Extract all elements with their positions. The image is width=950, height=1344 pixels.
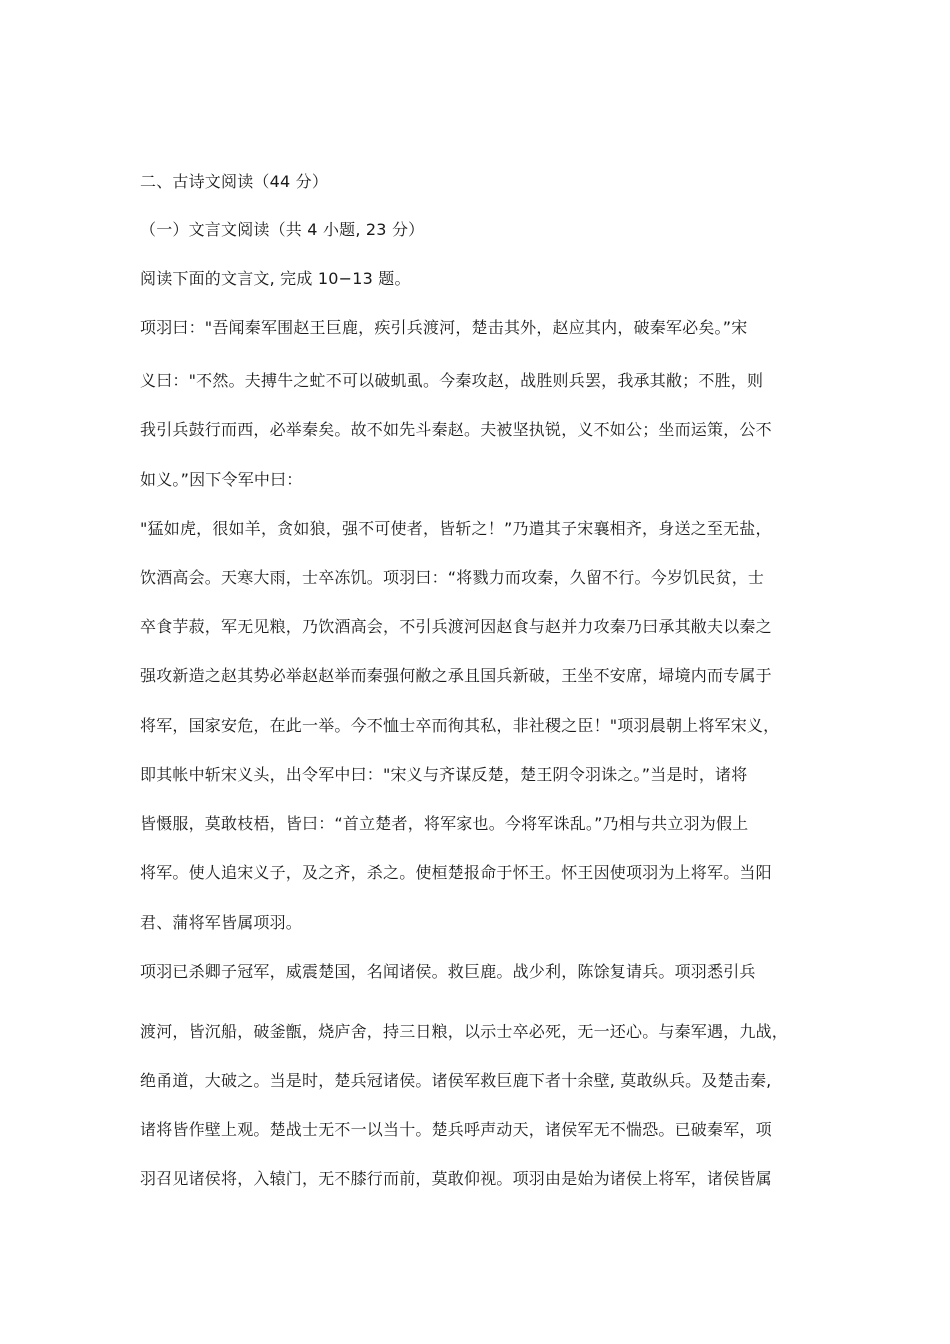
section-heading: 二、古诗文阅读（44 分） — [140, 172, 329, 191]
passage-line: 项羽曰："吾闻秦军围赵王巨鹿，疾引兵渡河，楚击其外，赵应其内，破秦军必矣。”宋 — [140, 318, 748, 337]
passage-line: 强攻新造之赵其势必举赵赵举而秦强何敝之承且国兵新破，王坐不安席，埽境内而专属于 — [140, 666, 772, 685]
passage-line: 饮酒高会。天寒大雨，士卒冻饥。项羽曰：“将戮力而攻秦，久留不行。今岁饥民贫，士 — [140, 568, 765, 587]
passage-line: 羽召见诸侯将，入辕门，无不膝行而前，莫敢仰视。项羽由是始为诸侯上将军，诸侯皆属 — [140, 1169, 772, 1188]
passage-line: 我引兵鼓行而西，必举秦矣。故不如先斗秦赵。夫被坚执锐，义不如公；坐而运策，公不 — [140, 420, 772, 439]
passage-line: 即其帐中斩宋义头，出令军中曰："宋义与齐谋反楚，楚王阴令羽诛之。”当是时，诸将 — [140, 765, 748, 784]
passage-line: "猛如虎，很如羊，贪如狼，强不可使者，皆斩之！”乃遣其子宋襄相齐，身送之至无盐， — [140, 519, 772, 538]
passage-line: 项羽已杀卿子冠军，威震楚国，名闻诸侯。救巨鹿。战少利，陈馀复请兵。项羽悉引兵 — [140, 962, 756, 981]
passage-line: 皆慑服，莫敢枝梧，皆曰：“首立楚者，将军家也。今将军诛乱。”乃相与共立羽为假上 — [140, 814, 749, 833]
passage-line: 将军。使人追宋义子，及之齐，杀之。使桓楚报命于怀王。怀王因使项羽为上将军。当阳 — [140, 863, 772, 882]
passage-line: 卒食芋菽，军无见粮，乃饮酒高会，不引兵渡河因赵食与赵并力攻秦乃曰承其敝夫以秦之 — [140, 617, 772, 636]
instruction-text: 阅读下面的文言文, 完成 10−13 题。 — [140, 269, 411, 288]
passage-line: 渡河，皆沉船，破釜甑，烧庐舍，持三日粮，以示士卒必死，无一还心。与秦军遇，九战， — [140, 1022, 789, 1041]
passage-line: 绝甬道，大破之。当是时，楚兵冠诸侯。诸侯军救巨鹿下者十余壁, 莫敢纵兵。及楚击秦, — [140, 1071, 772, 1090]
passage-line: 如义。”因下令军中曰： — [140, 470, 303, 489]
passage-line: 诸将皆作壁上观。楚战士无不一以当十。楚兵呼声动天，诸侯军无不惴恐。已破秦军，项 — [140, 1120, 772, 1139]
passage-line: 将军，国家安危，在此一举。今不恤士卒而徇其私，非社稷之臣！"项羽晨朝上将军宋义， — [140, 716, 780, 735]
subsection-heading: （一）文言文阅读（共 4 小题, 23 分） — [140, 220, 425, 239]
passage-line: 君、蒲将军皆属项羽。 — [140, 913, 303, 932]
passage-line: 义曰："不然。夫搏牛之虻不可以破虮虱。今秦攻赵，战胜则兵罢，我承其敝；不胜，则 — [140, 371, 764, 390]
